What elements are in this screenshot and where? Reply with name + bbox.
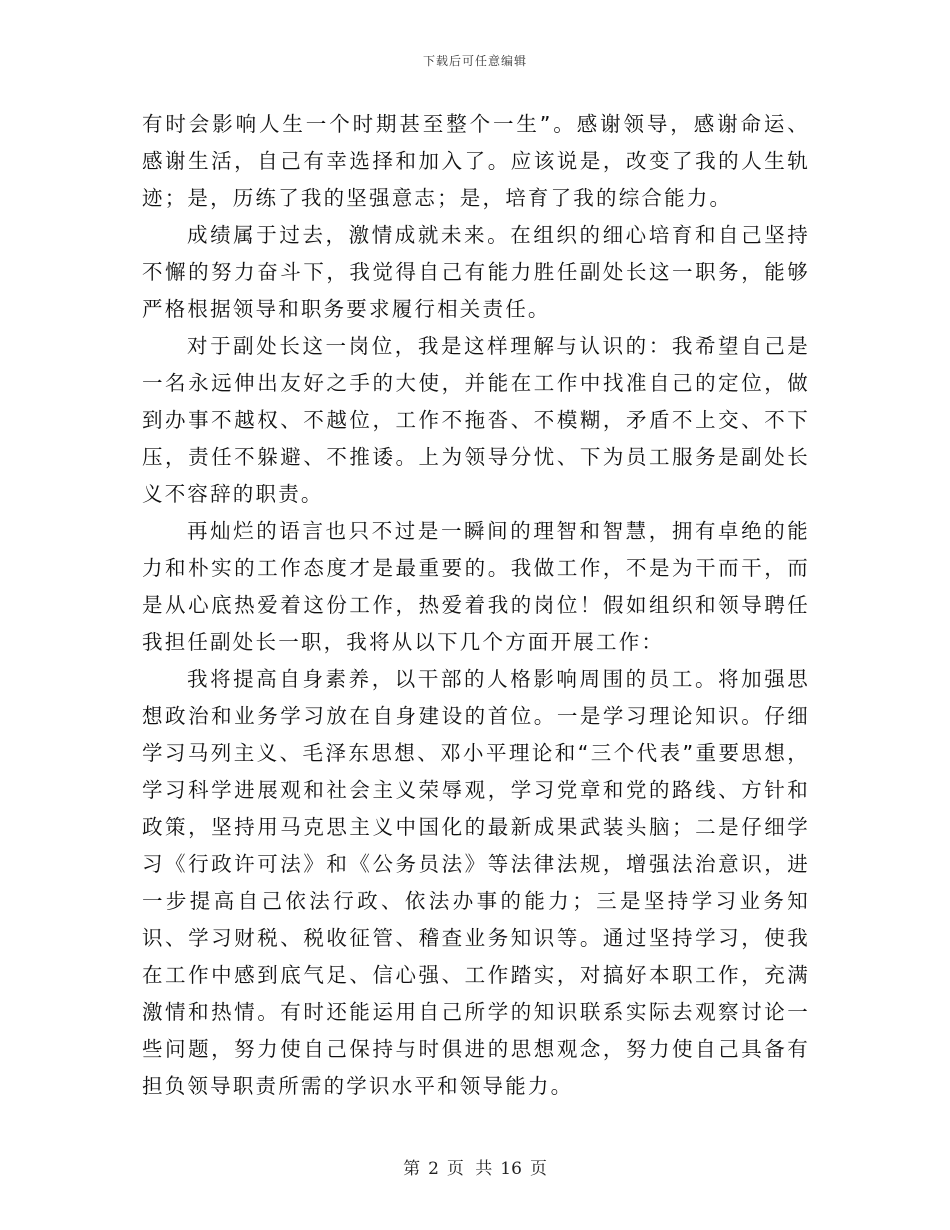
footer-prefix: 第 [403,1159,421,1179]
paragraph: 成绩属于过去，激情成就未来。在组织的细心培育和自己坚持不懈的努力奋斗下，我觉得自己有能力胜任副处长这一职务，能够严格根据领导和职务要求履行相关责任。 [142,223,810,321]
footer-middle: 页 共 [446,1159,493,1179]
current-page-number: 2 [428,1159,439,1179]
total-pages-number: 16 [500,1159,522,1179]
page-header: 下载后可任意编辑 [422,54,527,68]
document-body [142,106,810,1105]
page-footer [0,1154,950,1179]
paragraph: 再灿烂的语言也只不过是一瞬间的理智和智慧，拥有卓绝的能力和朴实的工作态度才是最重要的。我做工作，不是为干而干，而是从心底热爱着这份工作，热爱着我的岗位！假如组织和领导聘任我担任副处长一职，我将从以下几个方面开展工作： [142,519,810,654]
paragraph-continuation: 有时会影响人生一个时期甚至整个一生”。感谢领导，感谢命运、感谢生活，自己有幸选择和加入了。应该说是，改变了我的人生轨迹；是，历练了我的坚强意志；是，培育了我的综合能力。 [142,112,810,210]
paragraph: 对于副处长这一岗位，我是这样理解与认识的：我希望自己是一名永远伸出友好之手的大使，并能在工作中找准自己的定位，做到办事不越权、不越位，工作不拖沓、不模糊，矛盾不上交、不下压，责任不躲避、不推诿。上为领导分忧、下为员工服务是副处长义不容辞的职责。 [142,334,810,506]
footer-suffix: 页 [529,1159,547,1179]
paragraph: 我将提高自身素养，以干部的人格影响周围的员工。将加强思想政治和业务学习放在自身建设的首位。一是学习理论知识。仔细学习马列主义、毛泽东思想、邓小平理论和“三个代表”重要思想，学习科学进展观和社会主义荣辱观，学习党章和党的路线、方针和政策，坚持用马克思主义中国化的最新成果武装头脑；二是仔细学习《行政许可法》和《公务员法》等法律法规，增强法治意识，进一步提高自己依法行政、依法办事的能力；三是坚持学习业务知识、学习财税、税收征管、稽查业务知识等。通过坚持学习，使我在工作中感到底气足、信心强、工作踏实，对搞好本职工作，充满激情和热情。有时还能运用自己所学的知识联系实际去观察讨论一些问题，努力使自己保持与时俱进的思想观念，努力使自己具备有担负领导职责所需的学识水平和领导能力。 [142,667,810,1098]
